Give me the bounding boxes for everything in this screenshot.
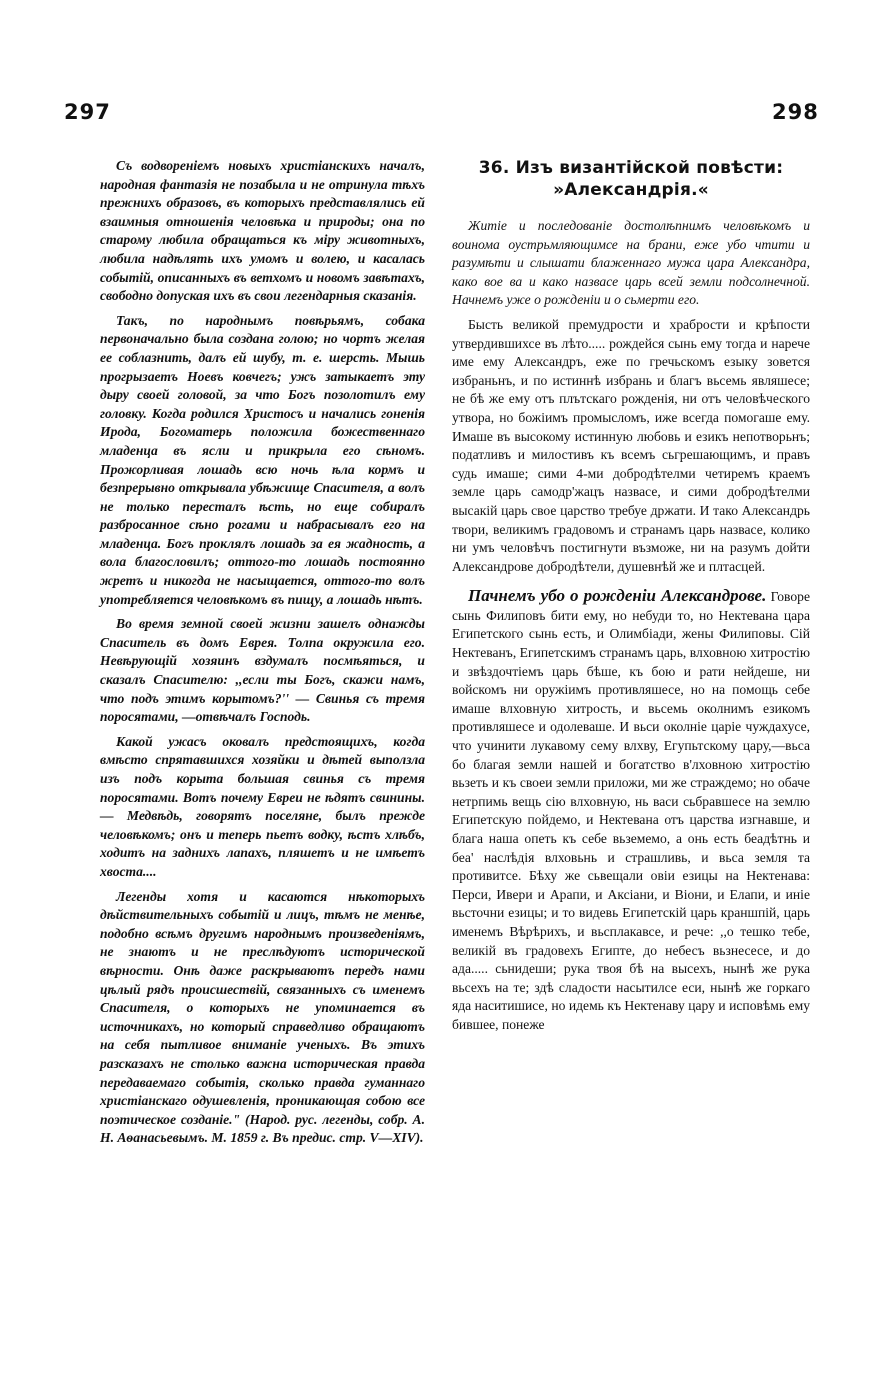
right-column bbox=[452, 157, 810, 1035]
left-paragraph-4: Какой ужасъ оковалъ предстоящихъ, когда вмѣсто спрятавшихся хозяйки и дѣтей выползла изъ подъ корыта большая свинья съ тремя поросятами. Вотъ почему Евреи не ѣдятъ свинины. — Медвѣдь, говорятъ поселяне, былъ прежде человѣкомъ; онъ и теперь пьетъ водку, ѣстъ хлѣбъ, ходитъ на заднихъ лапахъ, пляшетъ и не имѣетъ хвоста.... bbox=[100, 733, 425, 879]
left-paragraph-3: Во время земной своей жизни зашелъ однажды Спаситель въ домъ Еврея. Толпа окружила его. Невѣрующій хозяинъ вздумалъ посмѣяться, и сказалъ Спасителю: ,,если ты Богъ, скажи намъ, что подъ этимъ корытомъ?'' — Свинья съ тремя поросятами, —отвѣчалъ Господь. bbox=[100, 616, 425, 725]
subsection-heading: Пачнемъ убо о рожденіи Александрове. bbox=[468, 586, 767, 606]
intro-paragraph: Житіе и последованіе достолѣпнимъ человѣкомъ и воинома оустрьмляющимсе на брани, еже убо чтити и разумѣти и слышати блаженнаго мужа цара Александра, како вое ва и како назвасе царь всей земли подсолнечной. Начнемъ уже о рожденіи и о сьмерти его. bbox=[452, 218, 810, 308]
body-paragraph: Бысть великой премудрости и храбрости и крѣпости утвердившихсе въ лѣто..... рождейся сынь ему тогда и нарече име ему Александръ, еже по гречьскомъ езыку зовется избраньнъ, и по истиннѣ избрань и благъ вьсемь являшесе; не бѣ же ему отъ плътскаго рожденія, ни отъ человѣческого утвора, но божіимъ промысломъ, иже всегда помогаше ему. Имаше въ высокому истинную любовь и езикъ непотворьнъ; податливъ и милостивъ къ всемъ сьгрешающимъ, и правъ судь имаше; сими 4-ми добродѣтелми четиремъ краемъ земле царь самодр'жацъ назвасе, и сими добродѣтелми высакій царь свое царство требуе држати. И тако Александрь твори, великимъ градовомъ и странамъ царь назвасе, колико ни умъ человѣчъ постигнути възможе, ни на разумъ дойти Александрове добродѣтели, душевнѣй же и плтасцей. bbox=[452, 316, 810, 574]
subsection-text: Говоре сынь Филиповъ бити ему, но небуди то, но Нектевана цара Египетского сынь есть, и Олимбіади, жены Филиповы. Сій Нектеванъ, Египетскимъ странамъ царь, влховною хитростію и звѣздочтіемъ царь бѣше, къ бою и рати нейдеше, ни войскомъ ни оружіимъ противляшесе, но на помощь себе имаше влховную хитрость, и вьсемь околнимъ езикомъ противляшесе и одолеваше. И вьси околніе царіе чуждахусе, что учинити лукавому сему влхву, Егупьтскому цару,—вьса бо благая земли нашей и богатство в'лховною хитростію вьзеть и къ своеи земли приложи, ми же страждемо; но обаче нетрпимь вещь сію влховную, нь васи сьбравшесе на землю Египетскую пойдемо, и Нектевана отъ царства изгнавше, и блага наша опеть къ себе вьземемо, а онь есть беадѣтнь и беа' наслѣдія влховьнь и страшливь, и вьса земля та противитсе. Бѣху же сьвещали овіи езицы на Нектенава: Перси, Ивери и Арапи, и Аксіани, и Віони, и Елапи, и иніе вьсточни езицы; и то видевь Египетскій царь краншпій, царь именемъ Вѣрѣрихъ, и вьсплакавсе, и рече: ,,о тешко тебе, великій въ градовехъ Египте, до небесъ вьзнесесе, и до ада..... сьнидеши; рука твоя бѣ на высехъ, нынѣ же рука вьсехъ на те; здѣ сладости насытилсе еси, нынѣ же горкаго ядa наситишисе, но идемь къ Нектенаву цару и исповѣмь ему бившее, понеже bbox=[452, 589, 810, 1032]
left-paragraph-5: Легенды хотя и касаются нѣкоторыхъ дѣйствительныхъ событій и лицъ, тѣмъ не менѣе, подобно всѣмъ другимъ народнымъ произведеніямъ, не знаютъ и не преслѣдуютъ исторической вѣрности. Онѣ даже раскрываютъ передъ нами цѣлый рядъ происшествій, связанныхъ съ именемъ Спасителя, о которыхъ не упоминается въ источникахъ, но который справедливо обращаютъ на себя пытливое вниманіе ученыхъ. Въ этихъ разсказахъ не столько важна историческая правда передаваемаго событія, сколько правда гуманнаго христіанскаго одушевленія, проникающая собою все поэтическое созданіе." (Народ. рус. легенды, собр. А. Н. Аѳанасьевымъ. М. 1859 г. Въ предис. стр. V—XIV). bbox=[100, 888, 425, 1146]
page-number-left: 297 bbox=[64, 100, 111, 124]
left-column bbox=[100, 157, 425, 1148]
left-paragraph-2: Такъ, по народнымъ повѣрьямъ, собака первоначально была создана голою; но чортъ желая ее соблазнить, далъ ей шубу, т. е. шерсть. Мышь прогрызаетъ Ноевъ ковчегъ; ужъ затыкаетъ эту дыру своей головой, за что Богъ позолотилъ ему головку. Когда родился Христосъ и начались гоненія Ирода, Богоматерь положила божественнаго младенца въ ясли и прикрыла его сѣномъ. Прожорливая лошадь всю ночь ѣла кормъ и безпрерывно открывала убѣжище Спасителя, а волъ не только пересталъ ѣсть, но еще собиралъ разбросанное сѣно рогами и набрасывалъ его на младенца. Богъ проклялъ лошадь за ея жадность, а вола благословилъ; оттого-то лошадь постоянно жретъ и никогда не насыщается, оттого-то волъ употребляется человѣкомъ въ пищу, а лошадь нѣтъ. bbox=[100, 312, 425, 607]
subsection-paragraph bbox=[452, 586, 810, 1034]
section-heading: 36. Изъ византійской повѣсти: »Александрія.« bbox=[478, 158, 784, 200]
left-paragraph-1: Съ водвореніемъ новыхъ христіанскихъ началъ, народная фантазія не позабыла и не отринула тѣхъ прежнихъ образовъ, въ которыхъ представлялись ей взаимныя отношенія человѣка и природы; она по старому любила обращаться къ міру животныхъ, любила надѣлять ихъ умомъ и волею, и касалась событій, описанныхъ въ ветхомъ и новомъ завѣтахъ, свободно допуская ихъ въ свои легендарныя сказанія. bbox=[100, 158, 425, 304]
page-number-right: 298 bbox=[772, 100, 819, 124]
